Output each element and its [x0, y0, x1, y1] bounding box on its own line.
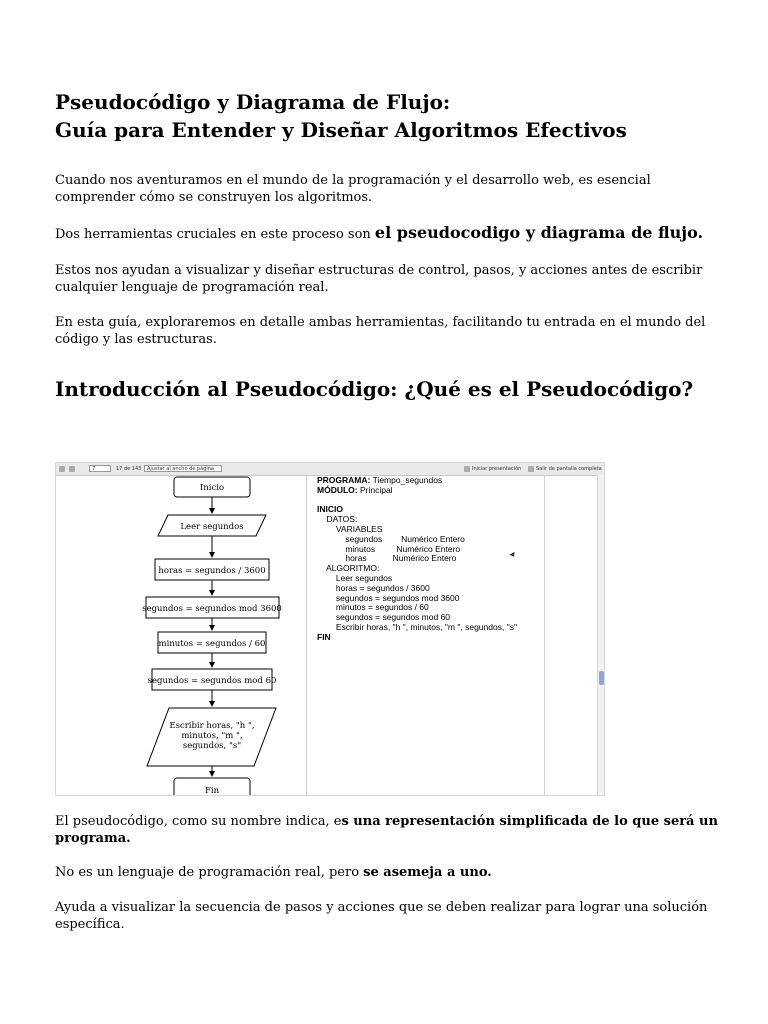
body-paragraph-1: [55, 813, 735, 847]
intro-paragraph-2-emphasis: el pseudocodigo y diagrama de flujo.: [374, 223, 704, 242]
code-line: minutos Numérico Entero: [317, 543, 461, 554]
page-count: 17 de 143: [116, 466, 142, 472]
flowchart-output-line: minutos, "m ",: [181, 731, 243, 741]
zoom-select: Ajustar al ancho de página: [144, 465, 222, 472]
scrollbar-thumb: [599, 671, 604, 685]
embedded-screenshot: [55, 462, 605, 796]
body-paragraph-2-emphasis: se asemeja a uno.: [363, 865, 492, 880]
section-heading: Introducción al Pseudocódigo: ¿Qué es el Pseudocódigo?: [55, 377, 694, 401]
code-line: horas Numérico Entero: [317, 553, 457, 564]
code-line: Escribir horas, "h ", minutos, "m ", segundos, "s": [317, 621, 517, 632]
code-value: Tiempo_segundos: [370, 475, 443, 485]
code-line: [317, 486, 517, 496]
code-line: DATOS:: [317, 514, 358, 525]
code-line: FIN: [317, 631, 331, 642]
flowchart-end-label: Fin: [204, 786, 220, 796]
body-paragraph-1-text: El pseudocódigo, como su nombre indica, e: [55, 814, 342, 829]
intro-paragraph-4: En esta guía, exploraremos en detalle ambas herramientas, facilitando tu entrada en el mundo del código y las estructuras.: [55, 315, 706, 347]
code-line: segundos Numérico Entero: [317, 533, 465, 544]
presentation-icon: [464, 466, 470, 472]
code-line: horas = segundos / 3600: [317, 582, 430, 593]
page-number-input: 7: [89, 465, 111, 472]
next-page-icon: [69, 466, 75, 472]
flowchart-step-label: horas = segundos / 3600: [158, 566, 266, 576]
flowchart-output-line: segundos, "s": [182, 741, 242, 751]
code-line: segundos = segundos mod 60: [317, 612, 451, 623]
intro-paragraph-2: [55, 224, 735, 243]
code-keyword: PROGRAMA:: [317, 475, 371, 485]
document-title: [55, 88, 735, 144]
flowchart-step-label: segundos = segundos mod 60: [147, 676, 277, 686]
intro-paragraph-3: Estos nos ayudan a visualizar y diseñar estructuras de control, pasos, y acciones antes de escribir cualquier lenguaje de programación real.: [55, 263, 703, 295]
flowchart-step-label: minutos = segundos / 60: [158, 639, 266, 649]
code-line: Leer segundos: [317, 572, 393, 583]
page-divider: [544, 475, 545, 796]
code-line: ALGORITMO:: [317, 563, 380, 574]
title-line-2: Guía para Entender y Diseñar Algoritmos Efectivos: [55, 118, 627, 142]
flowchart-output-line: Escribir horas, "h ",: [169, 721, 255, 731]
code-line: segundos = segundos mod 3600: [317, 592, 460, 603]
code-line: [317, 496, 517, 506]
intro-paragraph-2-text: Dos herramientas cruciales en este proceso son: [55, 227, 375, 242]
title-line-1: Pseudocódigo y Diagrama de Flujo:: [55, 90, 451, 114]
code-line: VARIABLES: [317, 523, 383, 534]
body-paragraph-3: Ayuda a visualizar la secuencia de pasos y acciones que se deben realizar para lograr una solución específica.: [55, 900, 708, 932]
previous-page-icon: [59, 466, 65, 472]
fullscreen-icon: [528, 466, 534, 472]
fullscreen-label: Salir de pantalla completa: [536, 466, 602, 472]
intro-paragraph-1: Cuando nos aventuramos en el mundo de la programación y el desarrollo web, es esencial comprender cómo se construyen los algoritmos.: [55, 173, 651, 205]
body-paragraph-1-emphasis: s una representación simplificada de lo que será un programa.: [55, 814, 718, 846]
flowchart-step-label: segundos = segundos mod 3600: [142, 604, 282, 614]
flowchart-input-label: Leer segundos: [180, 522, 244, 532]
viewer-scrollbar: [597, 475, 605, 796]
pseudocode-listing: [317, 476, 517, 643]
code-line: minutos = segundos / 60: [317, 602, 429, 613]
page-divider: [306, 475, 307, 796]
presentation-label: Iniciar presentación: [472, 466, 522, 472]
body-paragraph-2: [55, 864, 735, 881]
flowchart: [56, 475, 306, 796]
code-line: INICIO: [317, 504, 343, 515]
code-value: Principal: [357, 484, 393, 495]
body-paragraph-2-text: No es un lenguaje de programación real, pero: [55, 865, 364, 880]
code-keyword: MÓDULO:: [317, 484, 358, 495]
flowchart-start-label: Inicio: [199, 483, 225, 493]
